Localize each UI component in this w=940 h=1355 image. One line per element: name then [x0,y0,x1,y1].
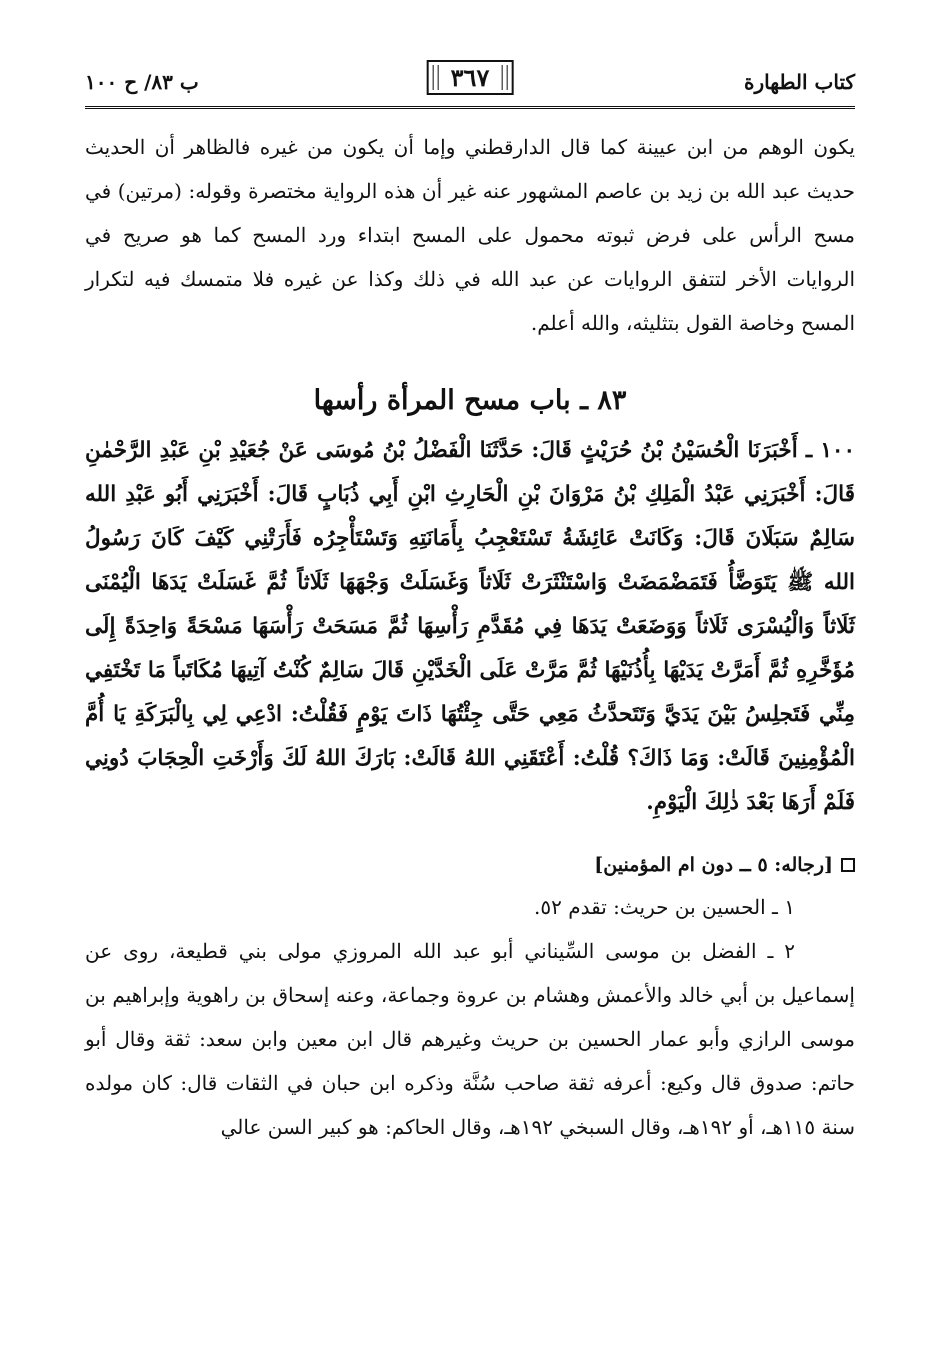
chapter-title: ٨٣ ـ باب مسح المرأة رأسها [313,385,627,416]
commentary-paragraph: يكون الوهم من ابن عيينة كما قال الدارقطني وإما أن يكون من غيره فالظاهر أن الحديث حديث عبد الله بن زيد بن عاصم المشهور عنه غير أن هذه الرواية مختصرة وقوله: (مرتين) في مسح الرأس على فرض ثبوته محمول على المسح ابتداء ورد المسح كما هو صريح في الروايات الأخر لتتفق الروايات عن عبد الله في ذلك وكذا عن غيره فلا متمسك فيه لتكرار المسح وخاصة القول بتثليثه، والله أعلم. [85,135,855,335]
narrators-heading-text: [رجاله: ٥ ــ دون ام المؤمنين] [594,854,833,876]
chapter-hadith-reference: ب ٨٣/ ح ١٠٠ [85,70,199,94]
narrators-heading [85,845,855,885]
page-header [85,58,855,109]
narrator-entry-1: ١ ـ الحسين بن حريث: تقدم ٥٢. [534,895,795,919]
square-bullet-icon [841,858,855,872]
book-title: كتاب الطهارة [744,70,855,94]
page-body [85,125,855,1149]
page-number: ٣٦٧ [427,60,514,95]
hadith-text: ١٠٠ ـ أَخْبَرَنَا الْحُسَيْنُ بْنُ حُرَيْثٍ قَالَ: حَدَّثَنَا الْفَضْلُ بْنُ مُوسَى عَنْ جُعَيْدِ بْنِ عَبْدِ الرَّحْمٰنِ قَالَ: أَخْبَرَنِي عَبْدُ الْمَلِكِ بْنُ مَرْوَانَ بْنِ الْحَارِثِ ابْنِ أَبِي ذُبَابٍ قَالَ: أَخْبَرَنِي أَبُو عَبْدِ الله سَالِمٌ سَبَلَانَ قَالَ: وَكَانَتْ عَائِشَةُ تَسْتَعْجِبُ بِأَمَانَتِهِ وَتَسْتَأْجِرُه فَأَرَتْنِي كَيْفَ كَانَ رَسُولُ الله ﷺ يَتَوَضَّأُ فَتَمَضْمَضَتْ وَاسْتَنْثَرَتْ ثَلَاثاً وَغَسَلَتْ وَجْهَهَا ثَلَاثاً ثُمَّ غَسَلَتْ يَدَهَا الْيُمْنَى ثَلَاثاً وَالْيُسْرَى ثَلَاثاً وَوَضَعَتْ يَدَهَا فِي مُقَدَّمِ رَأْسِهَا ثُمَّ مَسَحَتْ رَأْسَهَا مَسْحَةً وَاحِدَةً إِلَى مُؤَخَّرِهِ ثُمَّ أَمَرَّتْ يَدَيْهَا بِأُذُنَيْهَا ثُمَّ مَرَّتْ عَلَى الْخَدَّيْنِ قَالَ سَالِمٌ كُنْتُ آتِيهَا مُكَاتَباً مَا تَخْتَفِي مِنِّي فَتَجلِسُ بَيْنَ يَدَيَّ وَتَتَحدَّثُ مَعِي حَتَّى جِئْتُهَا ذَاتَ يَوْمٍ فَقُلْتُ: ادْعِي لِي بِالْبَرَكَةِ يَا أُمَّ الْمُؤْمِنِينَ قَالَتْ: وَمَا ذَاكَ؟ قُلْتُ: أَعْتَقَنِي اللهُ قَالَتْ: بَارَكَ اللهُ لَكَ وَأَرْخَتِ الْحِجَابَ دُونِي فَلَمْ أَرَهَا بَعْدَ ذٰلِكَ الْيَوْمِ. [85,438,855,815]
narrator-entry-2: ٢ ـ الفضل بن موسى السِّيناني أبو عبد الله المروزي مولى بني قطيعة، روى عن إسماعيل بن أبي خالد والأعمش وهشام بن عروة وجماعة، وعنه إسحاق بن راهوية وإبراهيم بن موسى الرازي وأبو عمار الحسين بن حريث وغيرهم قال ابن معين وابن سعد: ثقة وقال أبو حاتم: صدوق قال وكيع: أعرفه ثقة صاحب سُنَّة وذكره ابن حبان في الثقات قال: كان مولده سنة ١١٥هـ، أو ١٩٢هـ، وقال السبخي ١٩٢هـ، وقال الحاكم: هو كبير السن عالي [85,939,855,1139]
